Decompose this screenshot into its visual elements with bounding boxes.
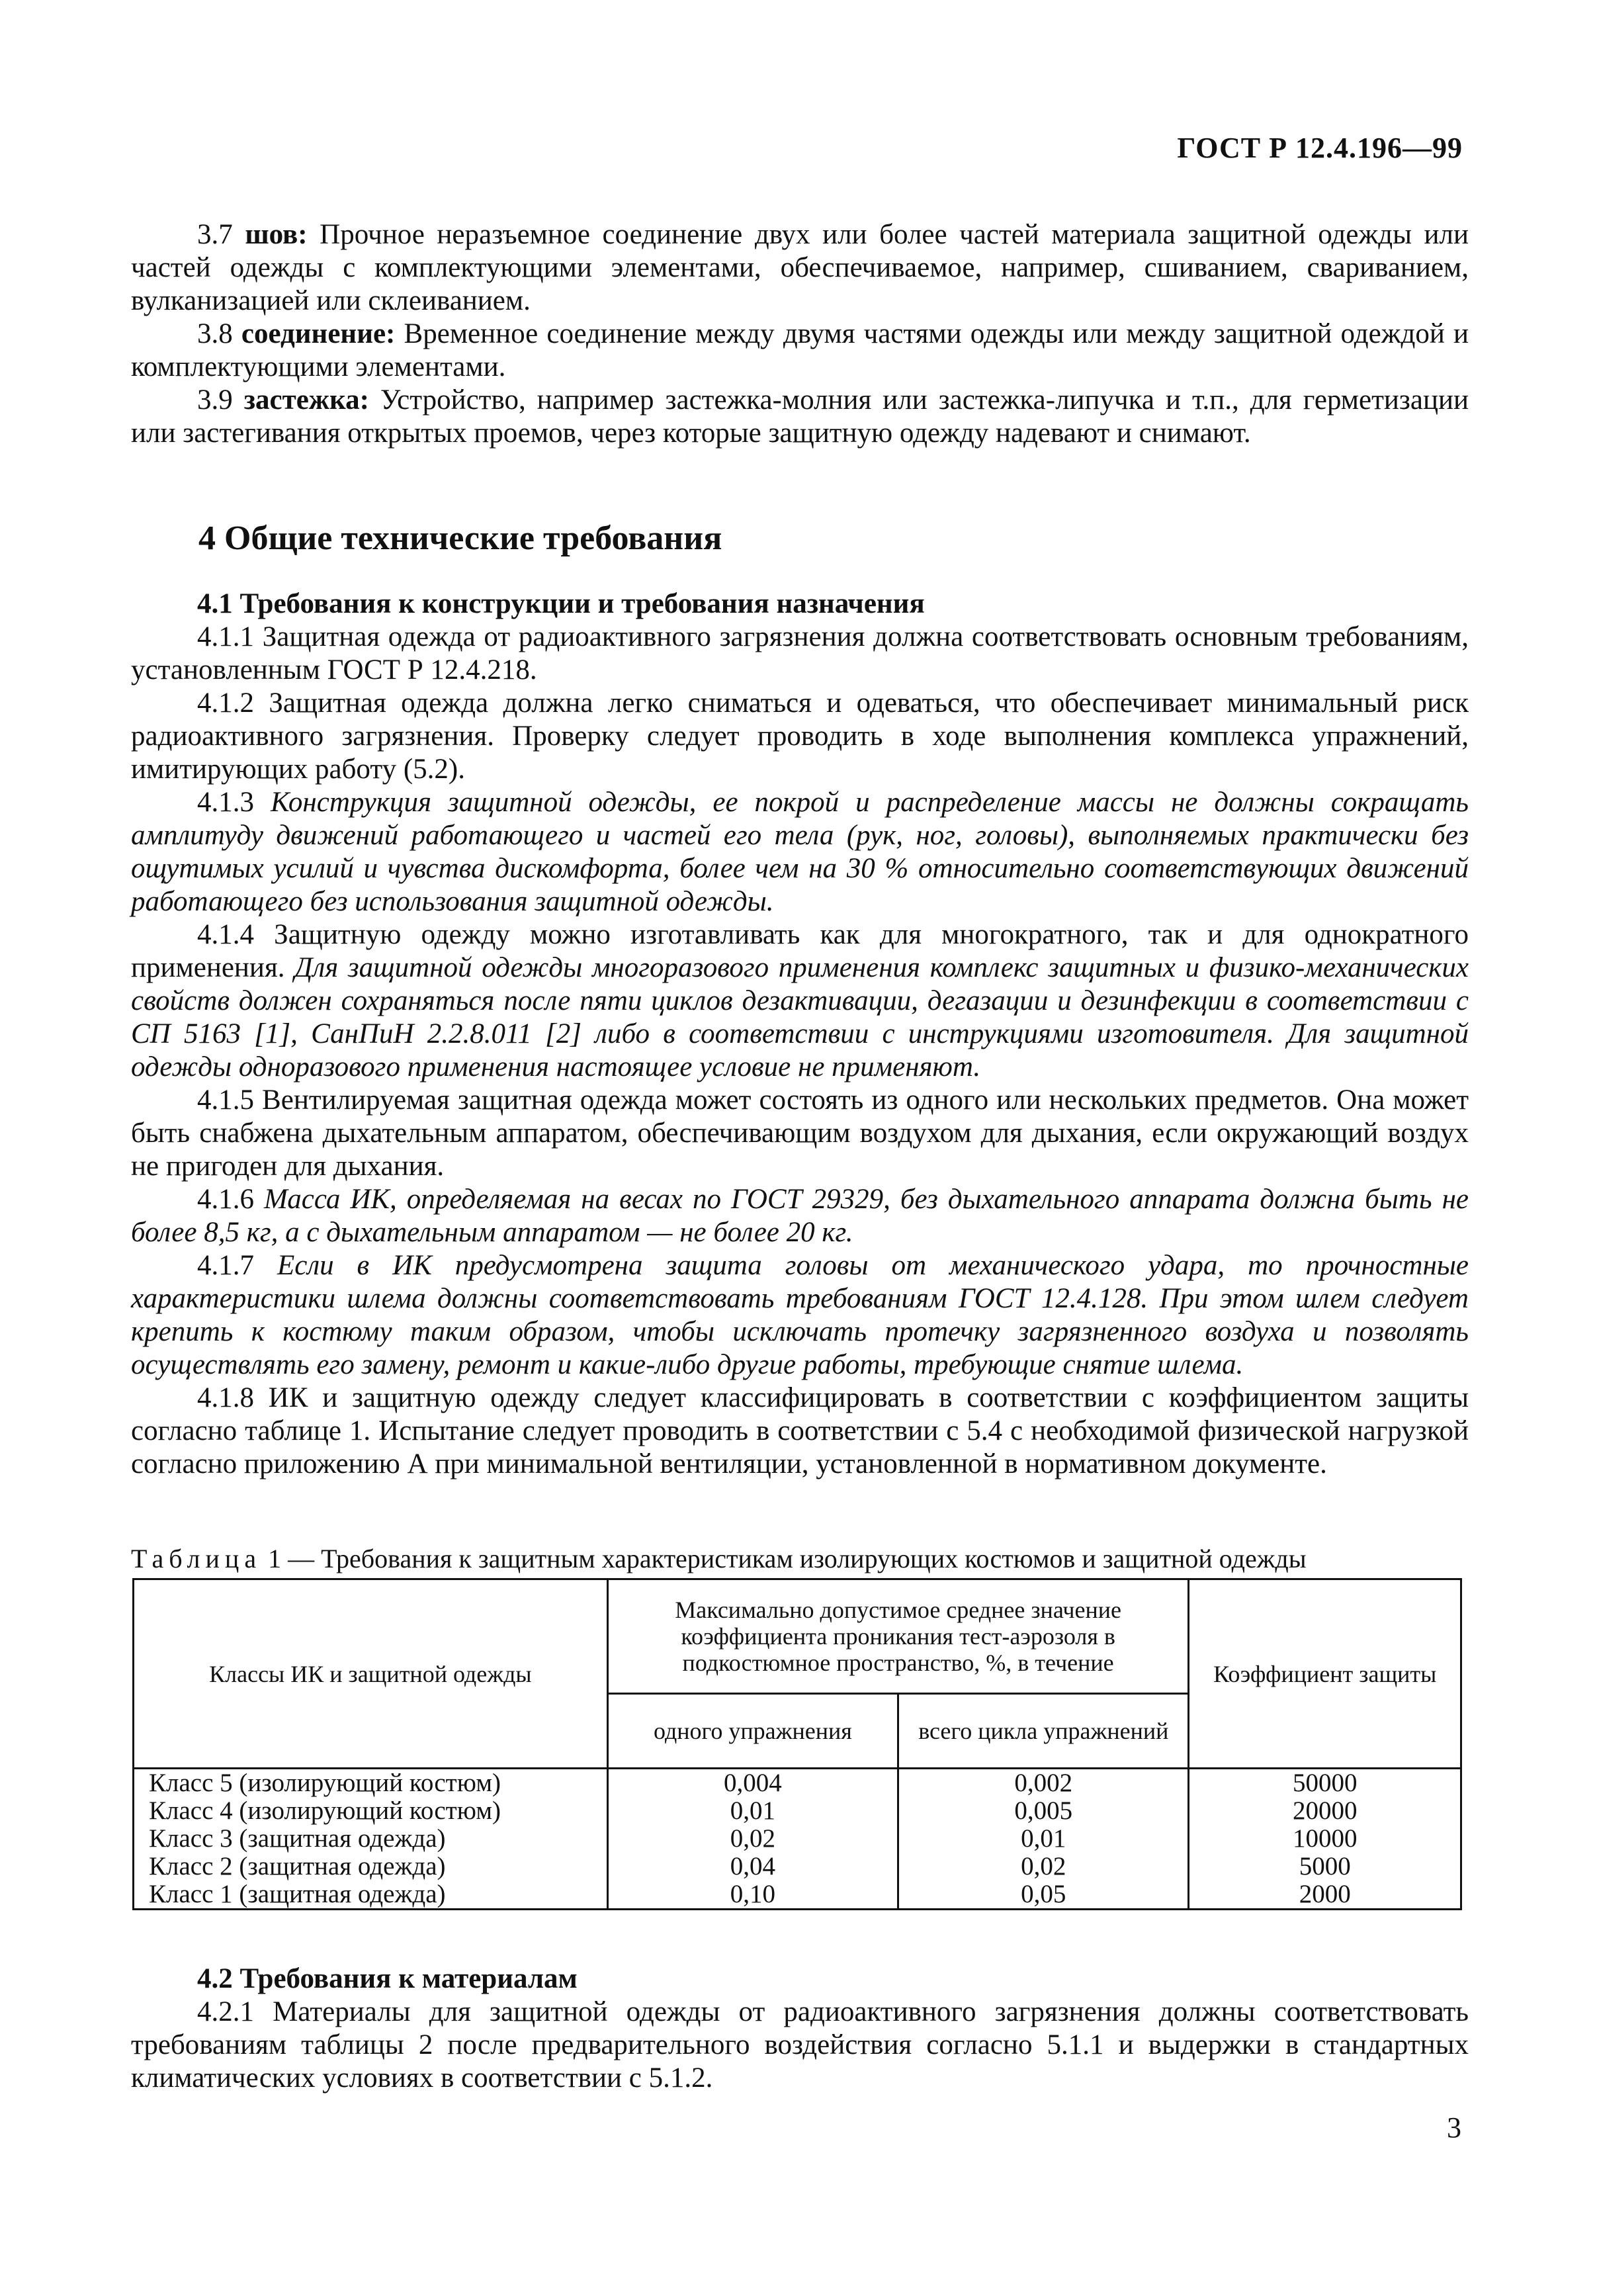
column-header-protection-factor: Коэффициент защиты (1189, 1579, 1461, 1769)
paragraph-4-1-1: 4.1.1 Защитная одежда от радиоактивного загрязнения должна соответствовать основным требованиям, установленным ГОСТ Р 12.4.218. (131, 621, 1469, 685)
section-4-heading: 4 Общие технические требования (198, 519, 722, 557)
subsection-4-2-heading: 4.2 Требования к материалам (197, 1963, 578, 1994)
protection-factor-cell: 5000 (1189, 1853, 1461, 1880)
term-3-8: 3.8 соединение: Временное соединение между двумя частями одежды или между защитной одеждой и комплектующими элементами. (131, 318, 1469, 382)
table-row (134, 1797, 1461, 1825)
class-cell: Класс 3 (защитная одежда) (134, 1825, 608, 1853)
paragraph-4-1-3: 4.1.3 Конструкция защитной одежды, ее покрой и распределение массы не должны сокращать амплитуду движений работающего и частей его тела (рук, ног, головы), выполняемых практически без ощутимых усилий и чувства дискомфорта, более чем на 30 % относительно соответствующих движений работающего без использования защитной одежды. (131, 787, 1469, 917)
subsection-4-1-heading: 4.1 Требования к конструкции и требования назначения (197, 588, 925, 619)
protection-factor-cell: 10000 (1189, 1825, 1461, 1853)
paragraph-4-1-8: 4.1.8 ИК и защитную одежду следует классифицировать в соответствии с коэффициентом защиты согласно таблице 1. Испытание следует проводить в соответствии с 5.4 с необходимой физической нагрузкой согласно приложению А при минимальной вентиляции, установленной в нормативном документе. (131, 1382, 1469, 1479)
table-row (134, 1825, 1461, 1853)
paragraph-4-2-1: 4.2.1 Материалы для защитной одежды от радиоактивного загрязнения должны соответствовать требованиям таблицы 2 после предварительного воздействия согласно 5.1.1 и выдержки в стандартных климатических условиях в соответствии с 5.1.2. (131, 1996, 1469, 2094)
column-header-one-exercise: одного упражнения (607, 1694, 898, 1769)
full-cycle-cell: 0,005 (898, 1797, 1189, 1825)
table-row (134, 1880, 1461, 1910)
paragraph-4-1-2: 4.1.2 Защитная одежда должна легко сниматься и одеваться, что обеспечивает минимальный риск радиоактивного загрязнения. Проверку следует проводить в ходе выполнения комплекса упражнений, имитирующих работу (5.2). (131, 687, 1469, 785)
protection-factor-cell: 20000 (1189, 1797, 1461, 1825)
class-cell: Класс 2 (защитная одежда) (134, 1853, 608, 1880)
one-exercise-cell: 0,10 (607, 1880, 898, 1910)
paragraph-4-1-5: 4.1.5 Вентилируемая защитная одежда может состоять из одного или нескольких предметов. Она может быть снабжена дыхательным аппаратом, обеспечивающим воздухом для дыхания, если окружающий воздух не пригоден для дыхания. (131, 1084, 1469, 1182)
one-exercise-cell: 0,004 (607, 1769, 898, 1798)
full-cycle-cell: 0,002 (898, 1769, 1189, 1798)
paragraph-4-1-6: 4.1.6 Масса ИК, определяемая на весах по ГОСТ 29329, без дыхательного аппарата должна быть не более 8,5 кг, а с дыхательным аппаратом — не более 20 кг. (131, 1184, 1469, 1248)
paragraph-4-1-4: 4.1.4 Защитную одежду можно изготавливать как для многократного, так и для однократного применения. Для защитной одежды многоразового применения комплекс защитных и физико-механических свойств должен сохраняться после пяти циклов дезактивации, дегазации и дезинфекции в соответствии с СП 5163 [1], СанПиН 2.2.8.011 [2] либо в соответствии с инструкциями изготовителя. Для защитной одежды одноразового применения настоящее условие не применяют. (131, 919, 1469, 1082)
table-caption-text: 1 — Требования к защитным характеристикам изолирующих костюмов и защитной одежды (268, 1544, 1307, 1573)
paragraph-4-1-7: 4.1.7 Если в ИК предусмотрена защита головы от механического удара, то прочностные характеристики шлема должны соответствовать требованиям ГОСТ 12.4.128. При этом шлем следует крепить к костюму таким образом, чтобы исключать протечку загрязненного воздуха и позволять осуществлять его замену, ремонт и какие-либо другие работы, требующие снятие шлема. (131, 1250, 1469, 1380)
table-1 (132, 1578, 1462, 1910)
full-cycle-cell: 0,02 (898, 1853, 1189, 1880)
table-row (134, 1769, 1461, 1798)
class-cell: Класс 5 (изолирующий костюм) (134, 1769, 608, 1798)
column-header-penetration: Максимально допустимое среднее значение коэффициента проникания тест-аэрозоля в подкостюмное пространство, %, в течение (607, 1579, 1189, 1694)
protection-factor-cell: 2000 (1189, 1880, 1461, 1910)
class-cell: Класс 4 (изолирующий костюм) (134, 1797, 608, 1825)
table-1-caption (131, 1543, 1307, 1574)
terms-block (131, 218, 1469, 450)
class-cell: Класс 1 (защитная одежда) (134, 1880, 608, 1910)
term-3-7: 3.7 шов: Прочное неразъемное соединение двух или более частей материала защитной одежды или частей одежды с комплектующими элементами, обеспечиваемое, например, сшиванием, свариванием, вулканизацией или склеиванием. (131, 219, 1469, 316)
table-caption-label: Таблица (131, 1544, 262, 1573)
document-id: ГОСТ Р 12.4.196—99 (1177, 132, 1463, 164)
full-cycle-cell: 0,05 (898, 1880, 1189, 1910)
full-cycle-cell: 0,01 (898, 1825, 1189, 1853)
column-header-class: Классы ИК и защитной одежды (134, 1579, 608, 1769)
section-4-2-block (131, 1963, 1469, 2095)
page-number: 3 (1447, 2111, 1461, 2144)
one-exercise-cell: 0,01 (607, 1797, 898, 1825)
one-exercise-cell: 0,04 (607, 1853, 898, 1880)
section-4-1-block (131, 588, 1469, 1481)
table-row (134, 1853, 1461, 1880)
term-name: соединение: (241, 318, 396, 349)
column-header-full-cycle: всего цикла упражнений (898, 1694, 1189, 1769)
term-3-9: 3.9 застежка: Устройство, например застежка-молния или застежка-липучка и т.п., для герметизации или застегивания открытых проемов, через которые защитную одежду надевают и снимают. (131, 384, 1469, 449)
one-exercise-cell: 0,02 (607, 1825, 898, 1853)
term-name: застежка: (243, 384, 369, 416)
term-name: шов: (245, 219, 308, 250)
protection-factor-cell: 50000 (1189, 1769, 1461, 1798)
